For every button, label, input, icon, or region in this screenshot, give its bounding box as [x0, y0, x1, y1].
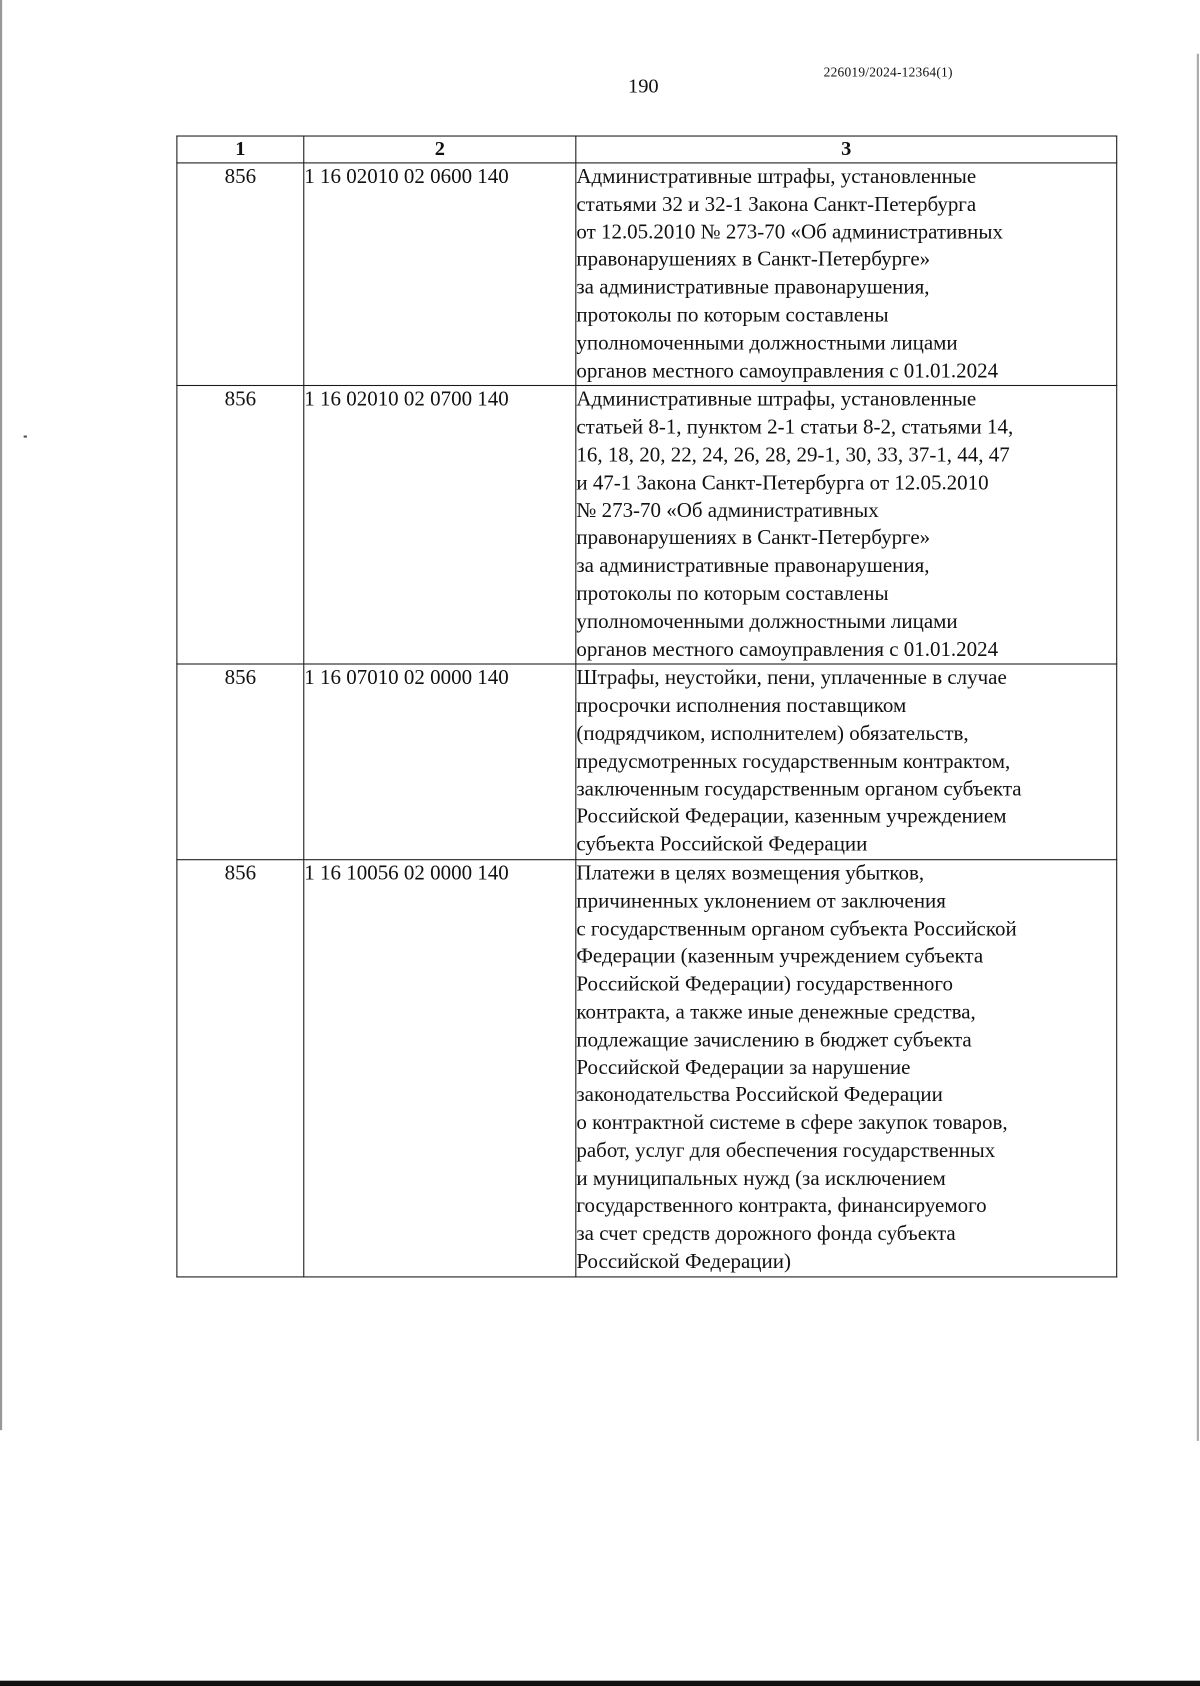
description-line: Российской Федерации, казенным учреждением: [576, 805, 1007, 829]
admin-code-cell: 856: [177, 163, 304, 386]
description-line: подлежащие зачислению в бюджет субъекта: [576, 1028, 972, 1052]
admin-code-cell: 856: [177, 860, 304, 1277]
table-header-row: [177, 136, 1117, 163]
description-line: Административные штрафы, установленные: [576, 165, 977, 189]
description-cell: [576, 163, 1117, 386]
scan-edge-right: [1197, 54, 1199, 1441]
description-line: просрочки исполнения поставщиком: [576, 694, 907, 718]
description-line: 16, 18, 20, 22, 24, 26, 28, 29-1, 30, 33, 37-1, 44, 47: [576, 444, 1010, 467]
table-row: [177, 860, 1117, 1277]
description-line: за счет средств дорожного фонда субъекта: [576, 1222, 956, 1246]
table-row: [177, 386, 1117, 664]
table-row: [177, 664, 1117, 859]
description-line: органов местного самоуправления с 01.01.2024: [576, 638, 999, 661]
scan-speck: [24, 435, 27, 437]
description-line: органов местного самоуправления с 01.01.2024: [576, 359, 999, 383]
description-line: о контрактной системе в сфере закупок товаров,: [576, 1111, 1008, 1135]
description-line: за административные правонарушения,: [576, 276, 930, 300]
description-line: субъекта Российской Федерации: [576, 833, 868, 857]
description-line: и муниципальных нужд (за исключением: [576, 1167, 946, 1191]
description-line: Российской Федерации): [576, 1250, 791, 1274]
description-line: за административные правонарушения,: [576, 555, 930, 578]
scan-edge-bottom: [0, 1681, 1200, 1686]
description-line: статьями 32 и 32-1 Закона Санкт-Петербурга: [576, 193, 977, 216]
column-header-1: 1: [177, 136, 304, 163]
description-line: Российской Федерации) государственного: [576, 973, 953, 996]
description-line: правонарушениях в Санкт-Петербурге»: [576, 527, 931, 550]
table-row: [177, 163, 1117, 386]
description-line: протоколы по которым составлены: [576, 582, 889, 606]
admin-code-cell: 856: [177, 664, 304, 859]
description-line: протоколы по которым составлены: [576, 304, 889, 327]
document-id: 226019/2024-12364(1): [823, 64, 953, 80]
description-cell: [576, 386, 1117, 664]
page-number: 190: [627, 75, 659, 98]
revenue-code-cell: 1 16 02010 02 0600 140: [304, 163, 576, 386]
description-line: Российской Федерации за нарушение: [576, 1056, 911, 1080]
description-line: законодательства Российской Федерации: [576, 1084, 943, 1107]
description-line: государственного контракта, финансируемого: [576, 1195, 987, 1218]
description-line: Платежи в целях возмещения убытков,: [576, 862, 925, 885]
description-line: уполномоченными должностными лицами: [576, 332, 958, 355]
revenue-code-cell: 1 16 07010 02 0000 140: [304, 664, 576, 859]
description-line: № 273-70 «Об административных: [576, 499, 879, 523]
description-line: статьей 8-1, пунктом 2-1 статьи 8-2, статьями 14,: [576, 416, 1014, 439]
description-line: Федерации (казенным учреждением субъекта: [576, 945, 984, 969]
description-line: заключенным государственным органом субъекта: [576, 778, 1022, 801]
description-cell: [576, 860, 1117, 1277]
description-line: работ, услуг для обеспечения государственных: [576, 1139, 996, 1163]
revenue-codes-table: [176, 135, 1117, 1277]
description-line: и 47-1 Закона Санкт-Петербурга от 12.05.2010: [576, 471, 989, 495]
description-line: Административные штрафы, установленные: [576, 388, 977, 412]
description-line: уполномоченными должностными лицами: [576, 610, 958, 634]
description-line: предусмотренных государственным контрактом,: [576, 750, 1011, 773]
revenue-code-cell: 1 16 10056 02 0000 140: [304, 860, 576, 1277]
description-line: (подрядчиком, исполнителем) обязательств,: [576, 722, 969, 746]
description-line: правонарушениях в Санкт-Петербурге»: [576, 248, 931, 272]
column-header-3: 3: [576, 136, 1117, 163]
description-line: контракта, а также иные денежные средства,: [576, 1001, 976, 1024]
revenue-code-cell: 1 16 02010 02 0700 140: [304, 386, 576, 664]
admin-code-cell: 856: [177, 386, 304, 664]
description-cell: [576, 664, 1117, 859]
scan-edge-left: [0, 0, 2, 1430]
description-line: с государственным органом субъекта Российской: [576, 917, 1017, 941]
description-line: причиненных уклонением от заключения: [576, 890, 946, 913]
description-line: от 12.05.2010 № 273-70 «Об административных: [576, 221, 1003, 244]
column-header-2: 2: [304, 136, 576, 163]
description-line: Штрафы, неустойки, пени, уплаченные в случае: [576, 667, 1007, 690]
